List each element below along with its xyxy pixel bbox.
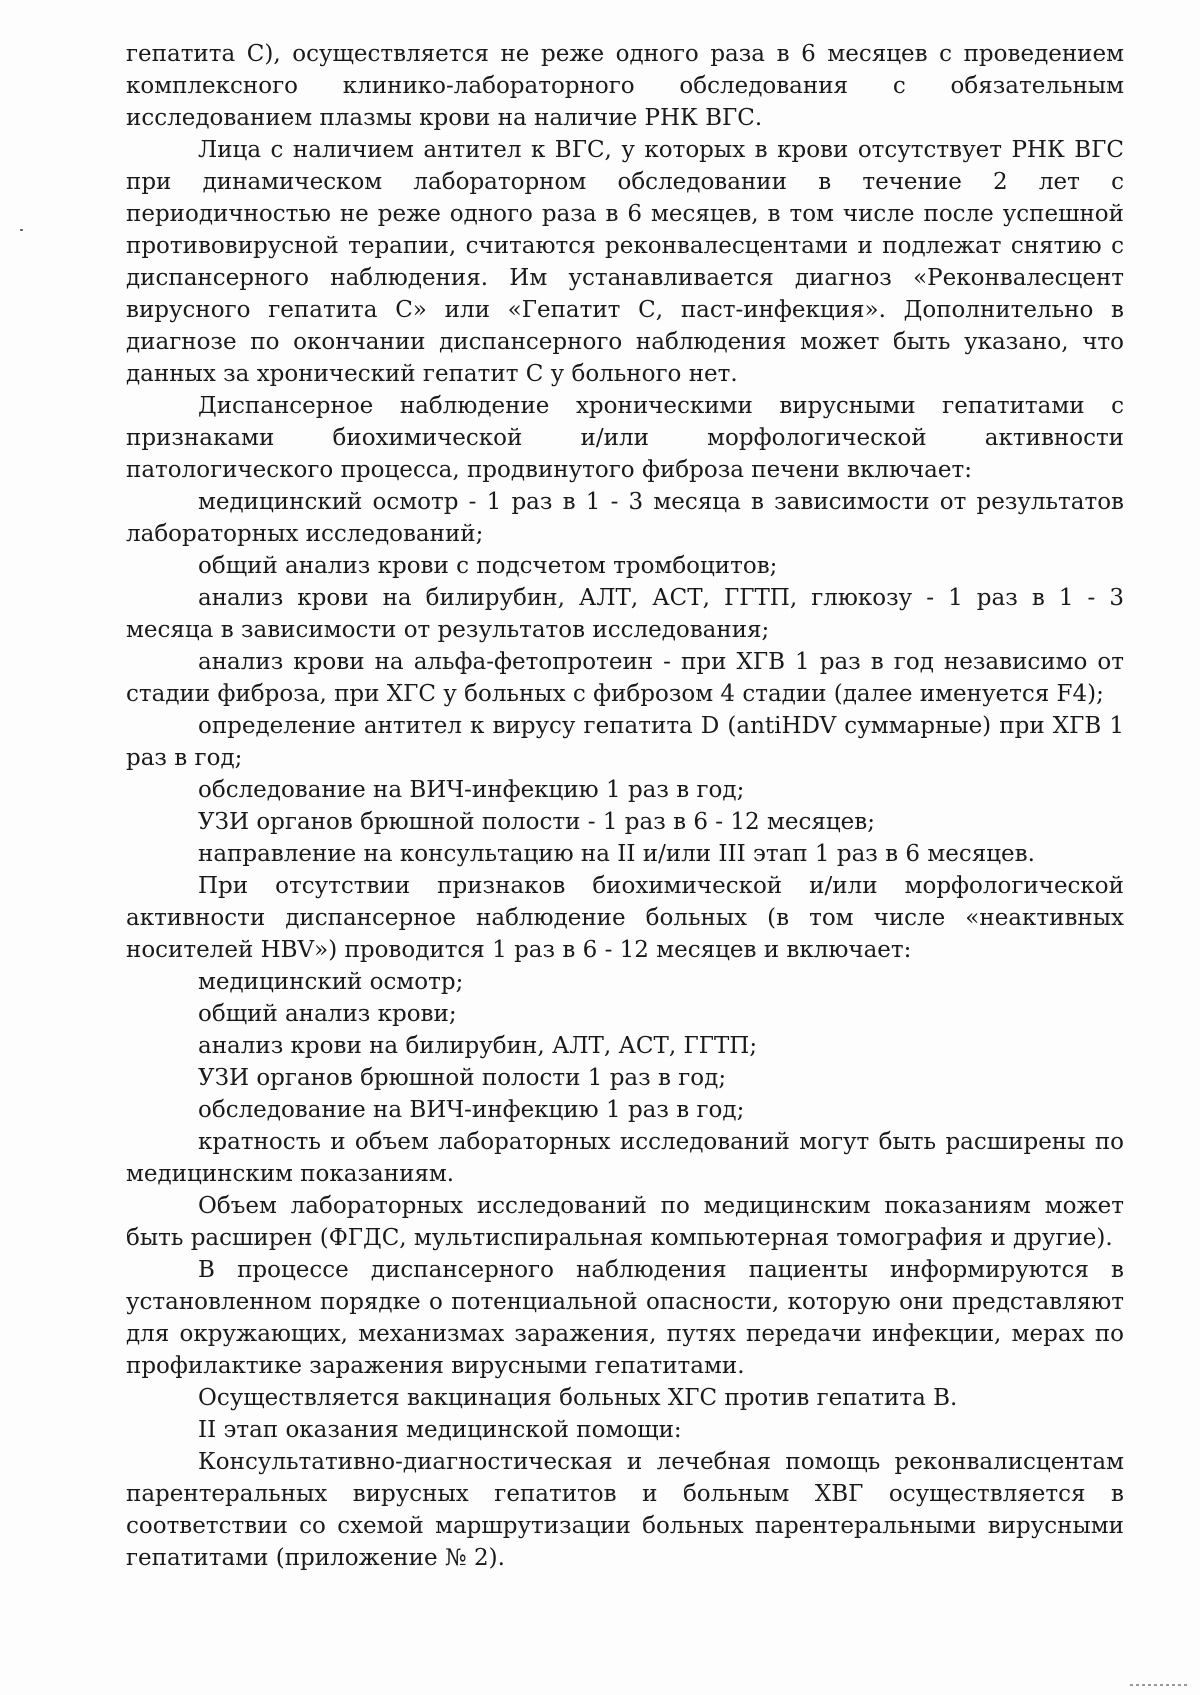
- paragraph-continuation: гепатита С), осуществляется не реже одного раза в 6 месяцев с проведением комплексного клинико-лабораторного обследования с обязательным исследованием плазмы крови на наличие РНК ВГС.: [126, 41, 1124, 131]
- paragraph-lab-scope: Объем лабораторных исследований по медицинским показаниям может быть расширен (ФГДС, мультиспиральная компьютерная томография и другие).: [126, 1193, 1124, 1251]
- list-item-hiv: обследование на ВИЧ-инфекцию 1 раз в год;: [198, 777, 745, 803]
- list-item-biochemistry: анализ крови на билирубин, АЛТ, АСТ, ГГТП, глюкозу - 1 раз в 1 - 3 месяца в зависимости от результатов исследования;: [126, 585, 1124, 643]
- scan-edge-mark: [1130, 1684, 1190, 1686]
- document-body: [126, 38, 1124, 1574]
- list-item-referral: направление на консультацию на II и/или III этап 1 раз в 6 месяцев.: [198, 841, 1035, 867]
- scan-speck: [20, 229, 23, 231]
- list-item-blood-count: общий анализ крови с подсчетом тромбоцитов;: [198, 553, 778, 579]
- list-item-exam: медицинский осмотр - 1 раз в 1 - 3 месяца в зависимости от результатов лабораторных исследований;: [126, 489, 1124, 547]
- paragraph-stage-2: Консультативно-диагностическая и лечебная помощь реконвалисцентам парентеральных вирусных гепатитов и больным ХВГ осуществляется в соответствии со схемой маршрутизации больных парентеральными вирусными гепатитами (приложение № 2).: [126, 1449, 1124, 1571]
- list-item-blood-count-2: общий анализ крови;: [198, 1001, 457, 1027]
- paragraph-vaccination: Осуществляется вакцинация больных ХГС против гепатита В.: [198, 1385, 958, 1411]
- list-item-hiv-2: обследование на ВИЧ-инфекцию 1 раз в год;: [198, 1097, 745, 1123]
- list-item-ultrasound: УЗИ органов брюшной полости - 1 раз в 6 - 12 месяцев;: [198, 809, 875, 835]
- list-item-exam-2: медицинский осмотр;: [198, 969, 464, 995]
- paragraph-reconvalescents: Лица с наличием антител к ВГС, у которых в крови отсутствует РНК ВГС при динамическом лабораторном обследовании в течение 2 лет с периодичностью не реже одного раза в 6 месяцев, в том числе после успешной противовирусной терапии, считаются реконвалесцентами и подлежат снятию с диспансерного наблюдения. Им устанавливается диагноз «Реконвалесцент вирусного гепатита С» или «Гепатит С, паст-инфекция». Дополнительно в диагнозе по окончании диспансерного наблюдения может быть указано, что данных за хронический гепатит С у больного нет.: [126, 137, 1124, 387]
- paragraph-dispensary-inactive: При отсутствии признаков биохимической и/или морфологической активности диспансерное наблюдение больных (в том числе «неактивных носителей HBV») проводится 1 раз в 6 - 12 месяцев и включает:: [126, 873, 1124, 963]
- section-heading-stage-2: II этап оказания медицинской помощи:: [198, 1417, 682, 1443]
- list-item-afp: анализ крови на альфа-фетопротеин - при ХГВ 1 раз в год независимо от стадии фиброза, при ХГС у больных с фиброзом 4 стадии (далее именуется F4);: [126, 649, 1124, 707]
- list-item-biochemistry-2: анализ крови на билирубин, АЛТ, АСТ, ГГТП;: [198, 1033, 758, 1059]
- paragraph-dispensary-active: Диспансерное наблюдение хроническими вирусными гепатитами с признаками биохимической и/или морфологической активности патологического процесса, продвинутого фиброза печени включает:: [126, 393, 1124, 483]
- list-item-ultrasound-2: УЗИ органов брюшной полости 1 раз в год;: [198, 1065, 727, 1091]
- list-item-extension: кратность и объем лабораторных исследований могут быть расширены по медицинским показаниям.: [126, 1129, 1124, 1187]
- paragraph-patient-information: В процессе диспансерного наблюдения пациенты информируются в установленном порядке о потенциальной опасности, которую они представляют для окружающих, механизмах заражения, путях передачи инфекции, мерах по профилактике заражения вирусными гепатитами.: [126, 1257, 1124, 1379]
- list-item-hdv: определение антител к вирусу гепатита D (antiHDV суммарные) при ХГВ 1 раз в год;: [126, 713, 1124, 771]
